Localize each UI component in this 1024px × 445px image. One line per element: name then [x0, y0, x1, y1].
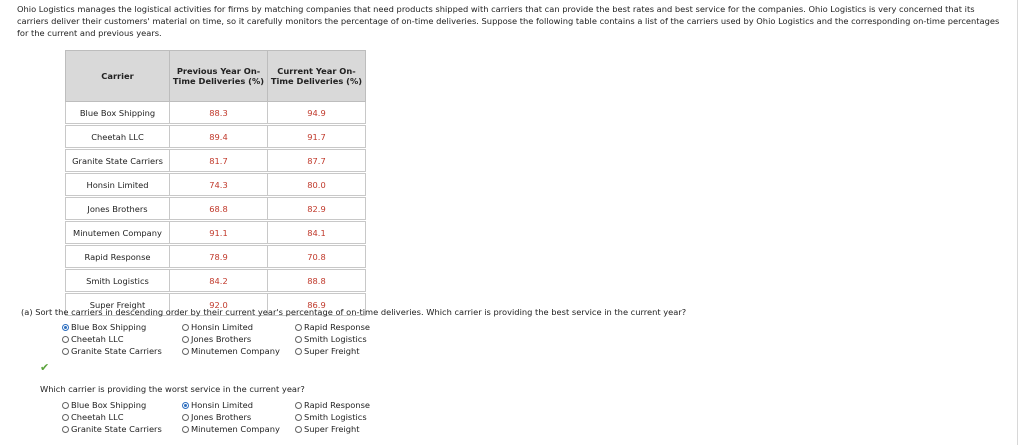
radio-option[interactable]: [62, 346, 182, 356]
radio-button[interactable]: [182, 426, 189, 433]
radio-label: Blue Box Shipping: [71, 322, 147, 332]
radio-row: [62, 345, 370, 357]
table-row: [66, 222, 366, 244]
radio-label: Honsin Limited: [191, 322, 254, 332]
table-row: [66, 174, 366, 196]
radio-button[interactable]: [62, 414, 69, 421]
radio-row: [62, 411, 370, 423]
radio-option[interactable]: [295, 412, 367, 422]
radio-label: Minutemen Company: [191, 424, 280, 434]
header-current-year: Current Year On-Time Deliveries (%): [268, 51, 366, 102]
radio-row: [62, 333, 370, 345]
carrier-name: Cheetah LLC: [66, 126, 170, 148]
radio-option[interactable]: [62, 400, 182, 410]
radio-button[interactable]: [182, 324, 189, 331]
current-year-value: 91.7: [268, 126, 366, 148]
carrier-name: Smith Logistics: [66, 270, 170, 292]
carrier-name: Rapid Response: [66, 246, 170, 268]
question-b-options: [62, 399, 370, 435]
current-year-value: 70.8: [268, 246, 366, 268]
table-row: [66, 102, 366, 124]
radio-option[interactable]: [62, 322, 182, 332]
radio-option[interactable]: [182, 400, 295, 410]
radio-option[interactable]: [182, 346, 295, 356]
radio-option[interactable]: [295, 346, 360, 356]
radio-option[interactable]: [182, 412, 295, 422]
carrier-name: Granite State Carriers: [66, 150, 170, 172]
radio-button[interactable]: [62, 426, 69, 433]
current-year-value: 94.9: [268, 102, 366, 124]
radio-label: Super Freight: [304, 346, 360, 356]
current-year-value: 87.7: [268, 150, 366, 172]
carrier-name: Blue Box Shipping: [66, 102, 170, 124]
previous-year-value: 74.3: [170, 174, 268, 196]
table-row: [66, 246, 366, 268]
radio-option[interactable]: [182, 322, 295, 332]
radio-label: Cheetah LLC: [71, 334, 124, 344]
radio-label: Smith Logistics: [304, 334, 367, 344]
radio-button[interactable]: [62, 336, 69, 343]
radio-label: Cheetah LLC: [71, 412, 124, 422]
radio-label: Honsin Limited: [191, 400, 254, 410]
carrier-name: Super Freight: [66, 294, 170, 316]
radio-row: [62, 321, 370, 333]
current-year-value: 82.9: [268, 198, 366, 220]
radio-button[interactable]: [182, 348, 189, 355]
header-previous-year: Previous Year On-Time Deliveries (%): [170, 51, 268, 102]
problem-intro-text: Ohio Logistics manages the logistical activities for firms by matching companies that need products shipped with carriers that can provide the best rates and best service for the companies. Ohio Logistics is very concerned that its carriers deliver their customers' material on time, so it carefully monitors the percentage of on-time deliveries. Suppose the following table contains a list of the carriers used by Ohio Logistics and the corresponding on-time percentages for the current and previous years.: [17, 4, 1000, 38]
current-year-value: 88.8: [268, 270, 366, 292]
check-icon: ✔: [40, 361, 50, 374]
current-year-value: 80.0: [268, 174, 366, 196]
question-a-text: (a) Sort the carriers in descending order by their current year's percentage of on-time deliveries. Which carrier is providing the best service in the current year?: [21, 307, 687, 317]
radio-label: Rapid Response: [304, 322, 370, 332]
radio-option[interactable]: [295, 334, 367, 344]
radio-button[interactable]: [295, 414, 302, 421]
radio-option[interactable]: [295, 424, 360, 434]
carrier-name: Honsin Limited: [66, 174, 170, 196]
radio-button[interactable]: [182, 414, 189, 421]
question-a-options: [62, 321, 370, 357]
previous-year-value: 78.9: [170, 246, 268, 268]
radio-label: Blue Box Shipping: [71, 400, 147, 410]
question-b-text: Which carrier is providing the worst service in the current year?: [40, 384, 305, 394]
previous-year-value: 81.7: [170, 150, 268, 172]
radio-button[interactable]: [182, 336, 189, 343]
radio-button[interactable]: [295, 348, 302, 355]
previous-year-value: 88.3: [170, 102, 268, 124]
radio-option[interactable]: [182, 334, 295, 344]
current-year-value: 86.9: [268, 294, 366, 316]
radio-button[interactable]: [295, 324, 302, 331]
radio-option[interactable]: [295, 322, 370, 332]
radio-button[interactable]: [62, 324, 69, 331]
header-carrier: Carrier: [66, 51, 170, 102]
radio-label: Minutemen Company: [191, 346, 280, 356]
radio-label: Super Freight: [304, 424, 360, 434]
radio-option[interactable]: [62, 334, 182, 344]
carrier-name: Jones Brothers: [66, 198, 170, 220]
radio-label: Jones Brothers: [191, 412, 252, 422]
radio-label: Granite State Carriers: [71, 346, 162, 356]
previous-year-value: 84.2: [170, 270, 268, 292]
radio-label: Granite State Carriers: [71, 424, 162, 434]
radio-option[interactable]: [62, 412, 182, 422]
page-right-border: [1017, 0, 1018, 445]
radio-option[interactable]: [62, 424, 182, 434]
radio-option[interactable]: [182, 424, 295, 434]
radio-button[interactable]: [295, 426, 302, 433]
radio-option[interactable]: [295, 400, 370, 410]
previous-year-value: 92.0: [170, 294, 268, 316]
carrier-name: Minutemen Company: [66, 222, 170, 244]
carrier-table: [65, 50, 366, 316]
radio-row: [62, 423, 370, 435]
radio-label: Smith Logistics: [304, 412, 367, 422]
radio-button[interactable]: [182, 402, 189, 409]
table-row: [66, 270, 366, 292]
table-row: [66, 126, 366, 148]
radio-label: Jones Brothers: [191, 334, 252, 344]
previous-year-value: 91.1: [170, 222, 268, 244]
table-row: [66, 198, 366, 220]
carrier-table-body: [66, 102, 366, 316]
previous-year-value: 68.8: [170, 198, 268, 220]
radio-button[interactable]: [62, 402, 69, 409]
radio-row: [62, 399, 370, 411]
previous-year-value: 89.4: [170, 126, 268, 148]
current-year-value: 84.1: [268, 222, 366, 244]
radio-button[interactable]: [62, 348, 69, 355]
radio-button[interactable]: [295, 336, 302, 343]
radio-button[interactable]: [295, 402, 302, 409]
radio-label: Rapid Response: [304, 400, 370, 410]
table-row: [66, 150, 366, 172]
